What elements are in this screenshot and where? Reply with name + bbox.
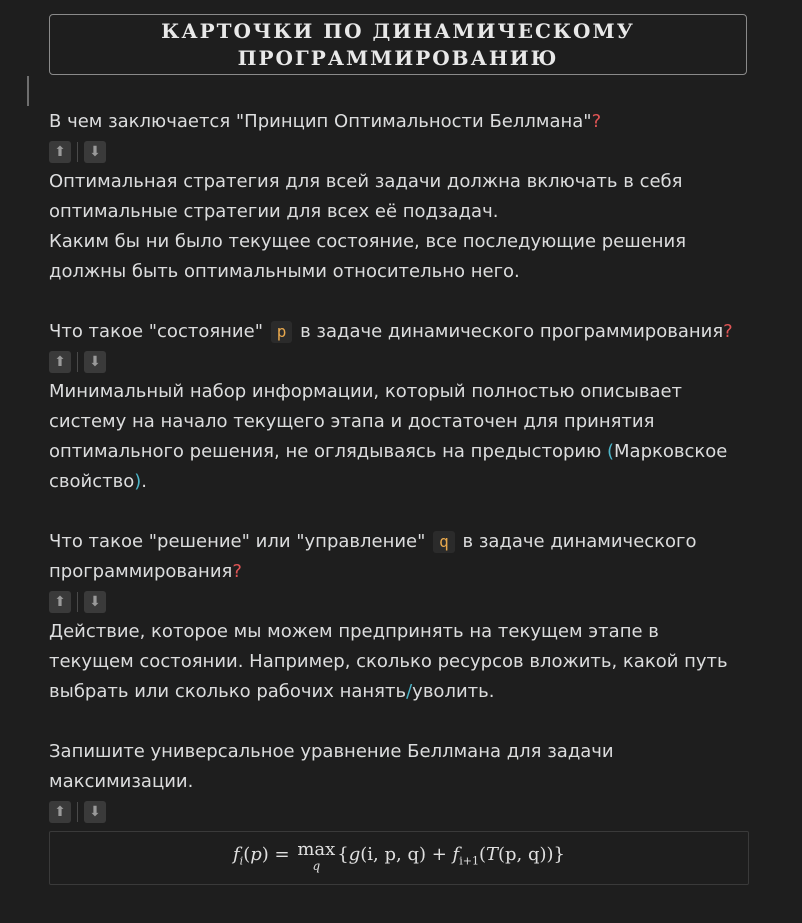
inline-code-p: p	[271, 321, 293, 343]
arrow-down-icon[interactable]: ⬇	[84, 801, 106, 823]
arrow-down-icon[interactable]: ⬇	[84, 141, 106, 163]
card-3-arrows	[49, 587, 749, 617]
card-1-question: В чем заключается "Принцип Оптимальности Беллмана"?	[49, 111, 602, 132]
arrow-separator	[77, 592, 78, 612]
arrow-separator	[77, 352, 78, 372]
card-3-question: Что такое "решение" или "управление" q в задаче динамического программирования?	[49, 531, 697, 582]
bellman-formula: $f_i(p)$ = max q {g(i, p, $q) + f_{i+1}(T(p$, q))}	[49, 831, 749, 885]
card-2-question: Что такое "состояние" p в задаче динамического программирования?	[49, 321, 733, 342]
arrow-up-icon[interactable]: ⬆	[49, 591, 71, 613]
card-2-arrows	[49, 347, 749, 377]
arrow-down-icon[interactable]: ⬇	[84, 591, 106, 613]
card-4-question: Запишите универсальное уравнение Беллмана для задачи максимизации.	[49, 741, 614, 792]
arrow-up-icon[interactable]: ⬆	[49, 351, 71, 373]
card-2-answer: Минимальный набор информации, который полностью описывает систему на начало текущего этапа и достаточен для принятия оптимального решения, не оглядываясь на предысторию (Марковское свойство).	[49, 381, 728, 492]
title-box	[49, 14, 747, 75]
text-cursor	[27, 76, 29, 106]
arrow-down-icon[interactable]: ⬇	[84, 351, 106, 373]
card-4-arrows	[49, 797, 749, 827]
card-1-arrows	[49, 137, 749, 167]
inline-code-q: q	[433, 531, 455, 553]
page-title: КАРТОЧКИ ПО ДИНАМИЧЕСКОМУ ПРОГРАММИРОВАНИЮ	[161, 18, 635, 70]
max-operator: max q	[297, 839, 336, 873]
arrow-separator	[77, 142, 78, 162]
arrow-up-icon[interactable]: ⬆	[49, 141, 71, 163]
card-3-answer: Действие, которое мы можем предпринять на текущем этапе в текущем состоянии. Например, сколько ресурсов вложить, какой путь выбрать или сколько рабочих нанять/уволить.	[49, 621, 728, 702]
flashcards-content	[49, 107, 749, 885]
arrow-separator	[77, 802, 78, 822]
arrow-up-icon[interactable]: ⬆	[49, 801, 71, 823]
card-1-answer: Оптимальная стратегия для всей задачи должна включать в себя оптимальные стратегии для всех её подзадач. Каким бы ни было текущее состояние, все последующие решения должны быть оптимальными относительно него.	[49, 171, 687, 282]
